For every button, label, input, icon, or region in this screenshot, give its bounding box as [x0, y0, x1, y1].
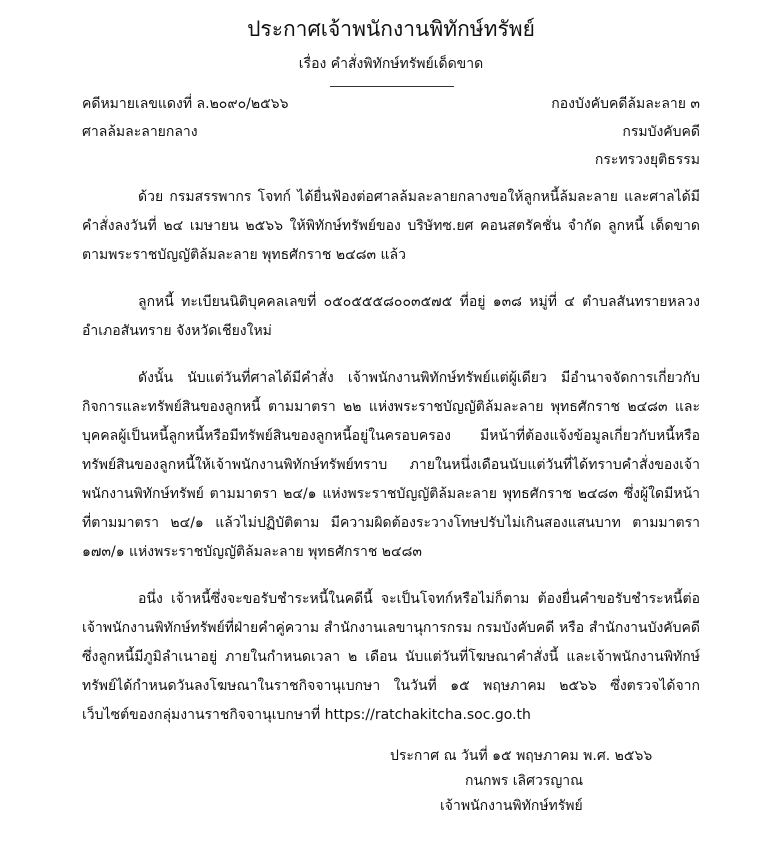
signatory-position: เจ้าพนักงานพิทักษ์ทรัพย์	[440, 798, 583, 814]
announcement-subject: เรื่อง คำสั่งพิทักษ์ทรัพย์เด็ดขาด	[298, 56, 484, 72]
case-number: คดีหมายเลขแดงที่ ล.๒๐๙๐/๒๕๖๖	[82, 96, 289, 112]
signature-date: ประกาศ ณ วันที่ ๑๕ พฤษภาคม พ.ศ. ๒๕๖๖	[390, 748, 653, 764]
ministry-name: กระทรวงยุติธรรม	[594, 152, 700, 168]
court-name: ศาลล้มละลายกลาง	[82, 124, 198, 140]
body-paragraph-1: ด้วย กรมสรรพากร โจทก์ ได้ยื่นฟ้องต่อศาลล้มละลายกลางขอให้ลูกหนี้ล้มละลาย และศาลได้มีคำสั่งลงวันที่ ๒๔ เมษายน ๒๕๖๖ ให้พิทักษ์ทรัพย์ของ บริษัทซ.ยศ คอนสตรัคชั่น จำกัด ลูกหนี้ เด็ดขาด ตามพระราชบัญญัติล้มละลาย พุทธศักราช ๒๔๘๓ แล้ว	[82, 189, 700, 263]
announcement-body	[82, 183, 700, 748]
announcement-title: ประกาศเจ้าพนักงานพิทักษ์ทรัพย์	[247, 17, 535, 41]
office-division: กองบังคับคดีล้มละลาย ๓	[551, 96, 700, 112]
department-name: กรมบังคับคดี	[622, 124, 700, 140]
body-paragraph-2: ลูกหนี้ ทะเบียนนิติบุคคลเลขที่ ๐๕๐๕๕๕๘๐๐๓๕๗๕ ที่อยู่ ๑๓๘ หมู่ที่ ๔ ตำบลสันทรายหลวง อำเภอสันทราย จังหวัดเชียงใหม่	[82, 294, 700, 339]
body-paragraph-4: อนึ่ง เจ้าหนี้ซึ่งจะขอรับชำระหนี้ในคดีนี้ จะเป็นโจทก์หรือไม่ก็ตาม ต้องยื่นคำขอรับชำระหนี้ต่อเจ้าพนักงานพิทักษ์ทรัพย์ที่ฝ่ายคำคู่ความ สำนักงานเลขานุการกรม กรมบังคับคดี หรือ สำนักงานบังคับคดีซึ่งลูกหนี้มีภูมิลำเนาอยู่ ภายในกำหนดเวลา ๒ เดือน นับแต่วันที่โฆษณาคำสั่งนี้ และเจ้าพนักงานพิทักษ์ทรัพย์ได้กำหนดวันลงโฆษณาในราชกิจจานุเบกษา ในวันที่ ๑๕ พฤษภาคม ๒๕๖๖ ซึ่งตรวจได้จากเว็บไซต์ของกลุ่มงานราชกิจจานุเบกษาที่ https://ratchakitcha.soc.go.th	[82, 591, 700, 723]
signatory-name: กนกพร เลิศวรญาณ	[465, 773, 584, 789]
body-paragraph-3: ดังนั้น นับแต่วันที่ศาลได้มีคำสั่ง เจ้าพนักงานพิทักษ์ทรัพย์แต่ผู้เดียว มีอำนาจจัดการเกี่ยวกับกิจการและทรัพย์สินของลูกหนี้ ตามมาตรา ๒๒ แห่งพระราชบัญญัติล้มละลาย พุทธศักราช ๒๔๘๓ และบุคคลผู้เป็นหนี้ลูกหนี้หรือมีทรัพย์สินของลูกหนี้อยู่ในครอบครอง มีหน้าที่ต้องแจ้งข้อมูลเกี่ยวกับหนี้หรือทรัพย์สินของลูกหนี้ให้เจ้าพนักงานพิทักษ์ทรัพย์ทราบ ภายในหนึ่งเดือนนับแต่วันที่ได้ทราบคำสั่งของเจ้าพนักงานพิทักษ์ทรัพย์ ตามมาตรา ๒๔/๑ แห่งพระราชบัญญัติล้มละลาย พุทธศักราช ๒๔๘๓ ซึ่งผู้ใดมีหน้าที่ตามมาตรา ๒๔/๑ แล้วไม่ปฏิบัติตาม มีความผิดต้องระวางโทษปรับไม่เกินสองแสนบาท ตามมาตรา ๑๗๓/๑ แห่งพระราชบัญญัติล้มละลาย พุทธศักราช ๒๔๘๓	[82, 370, 700, 560]
title-divider	[330, 86, 454, 87]
